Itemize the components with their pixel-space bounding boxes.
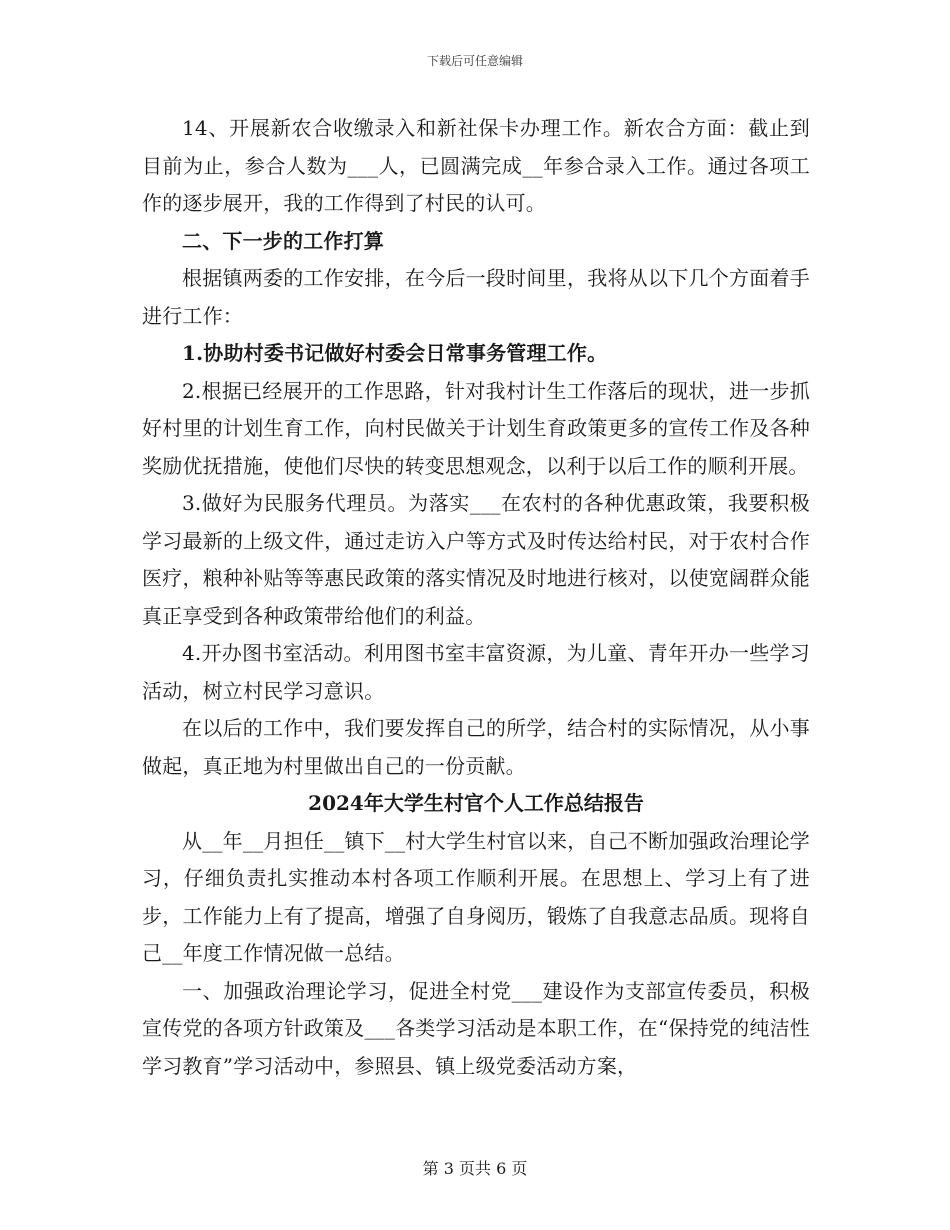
document-body (142, 110, 810, 1085)
plan-item-1: 1.协助村委书记做好村委会日常事务管理工作。 (182, 341, 608, 365)
plan-item-2: 2.根据已经展开的工作思路，针对我村计生工作落后的现状，进一步抓好村里的计划生育工作，向村民做关于计划生育政策更多的宣传工作及各种奖励优抚措施，使他们尽快的转变思想观念，以利于以后工作的顺利开展。 (142, 378, 810, 478)
page-header: 下载后可任意编辑 (426, 54, 523, 68)
paragraph-closing: 在以后的工作中，我们要发挥自己的所学，结合村的实际情况，从小事做起，真正地为村里做出自己的一份贡献。 (142, 716, 810, 778)
paragraph-section-one: 一、加强政治理论学习，促进全村党___建设作为支部宣传委员，积极宣传党的各项方针政策及___各类学习活动是本职工作，在“保持党的纯洁性学习教育”学习活动中，参照县、镇上级党委活动方案， (142, 978, 810, 1078)
section-heading-next-steps: 二、下一步的工作打算 (182, 228, 384, 253)
report-title: 2024年大学生村官个人工作总结报告 (308, 791, 644, 815)
plan-item-4: 4.开办图书室活动。利用图书室丰富资源，为儿童、青年开办一些学习活动，树立村民学习意识。 (142, 641, 810, 703)
paragraph-report-intro: 从__年__月担任__镇下__村大学生村官以来，自己不断加强政治理论学习，仔细负责扎实推动本村各项工作顺利开展。在思想上、学习上有了进步，工作能力上有了提高，增强了自身阅历，锻炼了自我意志品质。现将自己__年度工作情况做一总结。 (142, 828, 810, 965)
paragraph-item-14: 14、开展新农合收缴录入和新社保卡办理工作。新农合方面：截止到目前为止，参合人数为___人，已圆满完成__年参合录入工作。通过各项工作的逐步展开，我的工作得到了村民的认可。 (142, 116, 810, 215)
page-footer: 第 3 页共 6 页 (422, 1159, 528, 1178)
plan-item-3: 3.做好为民服务代理员。为落实___在农村的各种优惠政策，我要积极学习最新的上级文件，通过走访入户等方式及时传达给村民，对于农村合作医疗，粮种补贴等等惠民政策的落实情况及时地进行核对，以使宽阔群众能真正享受到各种政策带给他们的利益。 (142, 491, 810, 628)
paragraph-plan-intro: 根据镇两委的工作安排，在今后一段时间里，我将从以下几个方面着手进行工作： (142, 266, 810, 328)
